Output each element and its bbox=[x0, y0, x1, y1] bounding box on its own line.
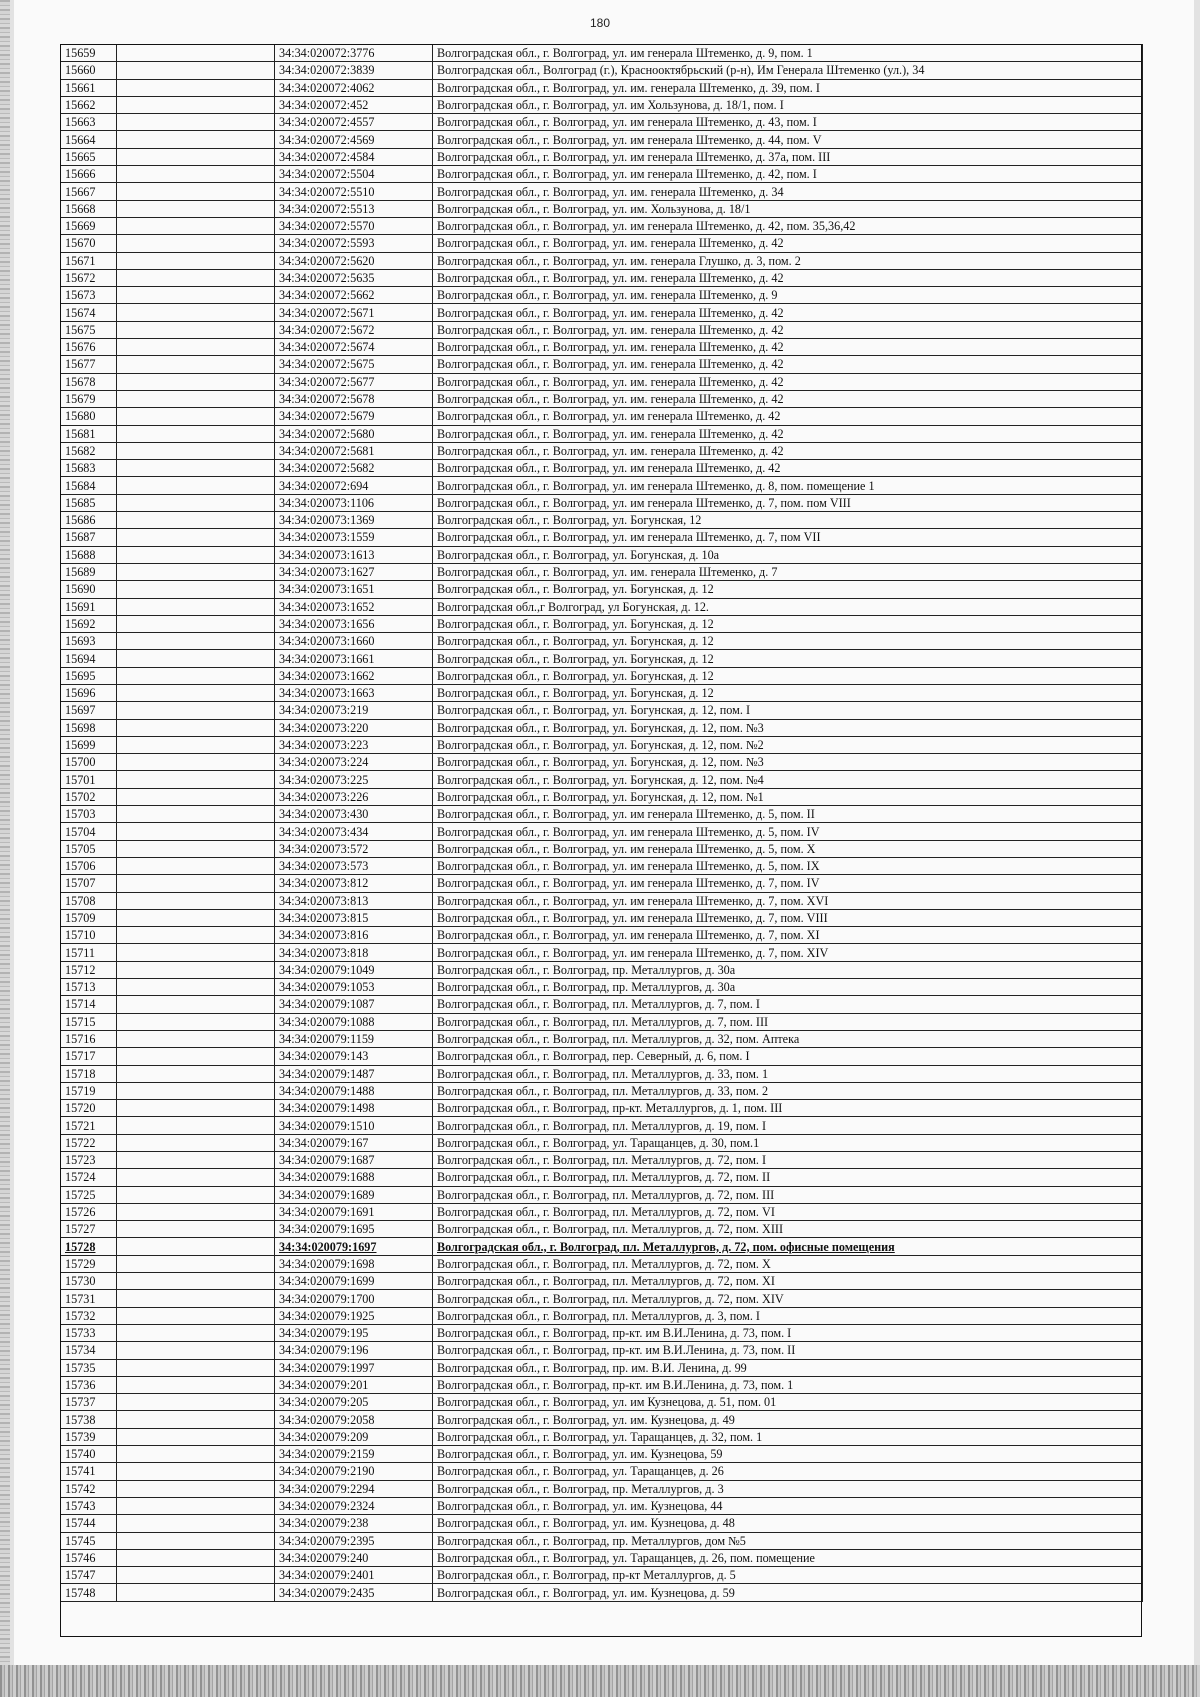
address-cell: Волгоградская обл., г. Волгоград, ул. им генерала Штеменко, д. 7, пом. XVI bbox=[433, 892, 1143, 909]
cadastral-number-cell: 34:34:020072:5671 bbox=[275, 304, 433, 321]
address-cell: Волгоградская обл., г. Волгоград, пл. Металлургов, д. 72, пом. XIV bbox=[433, 1290, 1143, 1307]
cadastral-number-cell: 34:34:020072:4584 bbox=[275, 148, 433, 165]
row-number-cell: 15668 bbox=[61, 200, 117, 217]
address-cell: Волгоградская обл., г. Волгоград, ул. им генерала Штеменко, д. 42, пом. 35,36,42 bbox=[433, 217, 1143, 234]
row-number-cell: 15689 bbox=[61, 563, 117, 580]
row-number-cell: 15687 bbox=[61, 529, 117, 546]
address-cell: Волгоградская обл., г. Волгоград, пл. Металлургов, д. 19, пом. I bbox=[433, 1117, 1143, 1134]
row-number-cell: 15739 bbox=[61, 1428, 117, 1445]
cadastral-number-cell: 34:34:020073:1660 bbox=[275, 633, 433, 650]
cadastral-number-cell: 34:34:020079:2294 bbox=[275, 1480, 433, 1497]
cadastral-number-cell: 34:34:020079:1049 bbox=[275, 961, 433, 978]
address-cell: Волгоградская обл., г. Волгоград, ул. Богунская, д. 12, пом. №2 bbox=[433, 736, 1143, 753]
cadastral-number-cell: 34:34:020072:4062 bbox=[275, 79, 433, 96]
address-cell: Волгоградская обл., г. Волгоград, ул. им. Кузнецова, 59 bbox=[433, 1446, 1143, 1463]
row-number-cell: 15725 bbox=[61, 1186, 117, 1203]
row-number-cell: 15745 bbox=[61, 1532, 117, 1549]
row-number-cell: 15712 bbox=[61, 961, 117, 978]
row-number-cell: 15692 bbox=[61, 615, 117, 632]
address-cell: Волгоградская обл., г. Волгоград, ул. им. генерала Штеменко, д. 42 bbox=[433, 235, 1143, 252]
cadastral-number-cell: 34:34:020079:1691 bbox=[275, 1203, 433, 1220]
cadastral-number-cell: 34:34:020072:5682 bbox=[275, 460, 433, 477]
cadastral-number-cell: 34:34:020079:1997 bbox=[275, 1359, 433, 1376]
row-number-cell: 15706 bbox=[61, 857, 117, 874]
cadastral-number-cell: 34:34:020073:572 bbox=[275, 840, 433, 857]
address-cell: Волгоградская обл., г. Волгоград, ул. им генерала Штеменко, д. 7, пом. пом VIII bbox=[433, 494, 1143, 511]
cadastral-number-cell: 34:34:020073:1661 bbox=[275, 650, 433, 667]
row-number-cell: 15673 bbox=[61, 287, 117, 304]
row-number-cell: 15682 bbox=[61, 442, 117, 459]
cadastral-number-cell: 34:34:020079:195 bbox=[275, 1324, 433, 1341]
address-cell: Волгоградская обл., г. Волгоград, пр. им. В.И. Ленина, д. 99 bbox=[433, 1359, 1143, 1376]
cadastral-number-cell: 34:34:020073:1651 bbox=[275, 581, 433, 598]
row-number-cell: 15664 bbox=[61, 131, 117, 148]
row-number-cell: 15708 bbox=[61, 892, 117, 909]
address-cell: Волгоградская обл., г. Волгоград, ул. Таращанцев, д. 26 bbox=[433, 1463, 1143, 1480]
address-cell: Волгоградская обл., г. Волгоград, пр. Металлургов, д. 30а bbox=[433, 979, 1143, 996]
row-number-cell: 15691 bbox=[61, 598, 117, 615]
row-number-cell: 15727 bbox=[61, 1221, 117, 1238]
address-cell: Волгоградская обл., г. Волгоград, пл. Металлургов, д. 7, пом. III bbox=[433, 1013, 1143, 1030]
cadastral-number-cell: 34:34:020079:2395 bbox=[275, 1532, 433, 1549]
address-cell: Волгоградская обл., г. Волгоград, ул. им. генерала Штеменко, д. 42 bbox=[433, 339, 1143, 356]
row-number-cell: 15677 bbox=[61, 356, 117, 373]
cadastral-number-cell: 34:34:020073:812 bbox=[275, 875, 433, 892]
row-number-cell: 15709 bbox=[61, 909, 117, 926]
row-number-cell: 15678 bbox=[61, 373, 117, 390]
cadastral-number-cell: 34:34:020079:205 bbox=[275, 1394, 433, 1411]
row-number-cell: 15731 bbox=[61, 1290, 117, 1307]
address-cell: Волгоградская обл., г. Волгоград, ул. им генерала Штеменко, д. 5, пом. IX bbox=[433, 857, 1143, 874]
row-number-cell: 15720 bbox=[61, 1100, 117, 1117]
address-cell: Волгоградская обл., г. Волгоград, ул. им. генерала Глушко, д. 3, пом. 2 bbox=[433, 252, 1143, 269]
address-cell: Волгоградская обл., г. Волгоград, ул. Таращанцев, д. 30, пом.1 bbox=[433, 1134, 1143, 1151]
address-cell: Волгоградская обл., г. Волгоград, ул. им. Хользунова, д. 18/1 bbox=[433, 200, 1143, 217]
address-cell: Волгоградская обл., г. Волгоград, пл. Металлургов, д. 33, пом. 1 bbox=[433, 1065, 1143, 1082]
cadastral-number-cell: 34:34:020072:5635 bbox=[275, 269, 433, 286]
address-cell: Волгоградская обл., г. Волгоград, пр-кт. им В.И.Ленина, д. 73, пом. I bbox=[433, 1324, 1143, 1341]
scan-edge-bottom bbox=[0, 1665, 1200, 1697]
row-number-cell: 15713 bbox=[61, 979, 117, 996]
address-cell: Волгоградская обл., г. Волгоград, пр. Металлургов, д. 3 bbox=[433, 1480, 1143, 1497]
row-number-cell: 15663 bbox=[61, 114, 117, 131]
address-cell: Волгоградская обл., г. Волгоград, ул. им. генерала Штеменко, д. 7 bbox=[433, 563, 1143, 580]
page-number: 180 bbox=[589, 16, 611, 30]
address-cell: Волгоградская обл., г. Волгоград, пл. Металлургов, д. 72, пом. XI bbox=[433, 1273, 1143, 1290]
row-number-cell: 15662 bbox=[61, 96, 117, 113]
row-number-cell: 15666 bbox=[61, 166, 117, 183]
row-number-cell: 15744 bbox=[61, 1515, 117, 1532]
cadastral-number-cell: 34:34:020073:1613 bbox=[275, 546, 433, 563]
address-cell: Волгоградская обл., г. Волгоград, ул. им. генерала Штеменко, д. 42 bbox=[433, 269, 1143, 286]
cadastral-number-cell: 34:34:020079:1688 bbox=[275, 1169, 433, 1186]
address-cell: Волгоградская обл., г. Волгоград, пер. Северный, д. 6, пом. I bbox=[433, 1048, 1143, 1065]
cadastral-number-cell: 34:34:020079:1687 bbox=[275, 1152, 433, 1169]
cadastral-number-cell: 34:34:020079:2435 bbox=[275, 1584, 433, 1601]
address-cell: Волгоградская обл., г. Волгоград, ул. Богунская, д. 12 bbox=[433, 615, 1143, 632]
row-number-cell: 15683 bbox=[61, 460, 117, 477]
cadastral-number-cell: 34:34:020073:573 bbox=[275, 857, 433, 874]
address-cell: Волгоградская обл., г. Волгоград, ул. Богунская, д. 12, пом. №3 bbox=[433, 754, 1143, 771]
address-cell: Волгоградская обл., г. Волгоград, ул. Богунская, д. 12 bbox=[433, 667, 1143, 684]
cadastral-number-cell: 34:34:020072:4557 bbox=[275, 114, 433, 131]
cadastral-number-cell: 34:34:020079:2324 bbox=[275, 1497, 433, 1514]
row-number-cell: 15680 bbox=[61, 408, 117, 425]
row-number-cell: 15729 bbox=[61, 1255, 117, 1272]
row-number-cell: 15740 bbox=[61, 1446, 117, 1463]
cadastral-number-cell: 34:34:020073:226 bbox=[275, 788, 433, 805]
row-number-cell: 15718 bbox=[61, 1065, 117, 1082]
row-number-cell: 15719 bbox=[61, 1082, 117, 1099]
address-cell: Волгоградская обл., г. Волгоград, пр-кт. Металлургов, д. 1, пом. III bbox=[433, 1100, 1143, 1117]
row-number-cell: 15676 bbox=[61, 339, 117, 356]
row-number-cell: 15707 bbox=[61, 875, 117, 892]
row-number-cell: 15690 bbox=[61, 581, 117, 598]
address-cell: Волгоградская обл., г. Волгоград, пр-кт Металлургов, д. 5 bbox=[433, 1567, 1143, 1584]
address-cell: Волгоградская обл., г. Волгоград, ул. Богунская, д. 12 bbox=[433, 633, 1143, 650]
row-number-cell: 15674 bbox=[61, 304, 117, 321]
cadastral-number-cell: 34:34:020072:5678 bbox=[275, 390, 433, 407]
row-number-cell: 15679 bbox=[61, 390, 117, 407]
cadastral-number-cell: 34:34:020073:1369 bbox=[275, 512, 433, 529]
cadastral-number-cell: 34:34:020072:5504 bbox=[275, 166, 433, 183]
address-cell: Волгоградская обл., г. Волгоград, пл. Металлургов, д. 7, пом. I bbox=[433, 996, 1143, 1013]
cadastral-number-cell: 34:34:020072:5510 bbox=[275, 183, 433, 200]
row-number-cell: 15716 bbox=[61, 1030, 117, 1047]
address-cell: Волгоградская обл., г. Волгоград, ул. им. Кузнецова, д. 48 bbox=[433, 1515, 1143, 1532]
row-number-cell: 15694 bbox=[61, 650, 117, 667]
row-number-cell: 15704 bbox=[61, 823, 117, 840]
address-cell: Волгоградская обл., г. Волгоград, ул. им генерала Штеменко, д. 9, пом. 1 bbox=[433, 45, 1143, 62]
table-frame bbox=[60, 44, 1142, 1637]
address-cell: Волгоградская обл., г. Волгоград, ул. им. Кузнецова, д. 49 bbox=[433, 1411, 1143, 1428]
address-cell: Волгоградская обл., г. Волгоград, ул. им генерала Штеменко, д. 8, пом. помещение 1 bbox=[433, 477, 1143, 494]
address-cell: Волгоградская обл., г. Волгоград, пр. Металлургов, дом №5 bbox=[433, 1532, 1143, 1549]
cadastral-number-cell: 34:34:020073:1656 bbox=[275, 615, 433, 632]
address-cell: Волгоградская обл., г. Волгоград, ул. Богунская, д. 12 bbox=[433, 684, 1143, 701]
address-cell: Волгоградская обл., г. Волгоград, пл. Металлургов, д. 72, пом. I bbox=[433, 1152, 1143, 1169]
cadastral-number-cell: 34:34:020072:5662 bbox=[275, 287, 433, 304]
cadastral-number-cell: 34:34:020072:3839 bbox=[275, 62, 433, 79]
address-cell: Волгоградская обл., г. Волгоград, пр-кт. им В.И.Ленина, д. 73, пом. 1 bbox=[433, 1376, 1143, 1393]
row-number-cell: 15710 bbox=[61, 927, 117, 944]
cadastral-number-cell: 34:34:020079:143 bbox=[275, 1048, 433, 1065]
row-number-cell: 15734 bbox=[61, 1342, 117, 1359]
row-number-cell: 15701 bbox=[61, 771, 117, 788]
address-cell: Волгоградская обл.,г Волгоград, ул Богунская, д. 12. bbox=[433, 598, 1143, 615]
address-cell: Волгоградская обл., г. Волгоград, ул. Богунская, д. 12 bbox=[433, 650, 1143, 667]
cadastral-number-cell: 34:34:020073:1652 bbox=[275, 598, 433, 615]
cadastral-number-cell: 34:34:020079:1698 bbox=[275, 1255, 433, 1272]
address-cell: Волгоградская обл., г. Волгоград, ул. им. Кузнецова, 44 bbox=[433, 1497, 1143, 1514]
cadastral-number-cell: 34:34:020079:1053 bbox=[275, 979, 433, 996]
row-number-cell: 15738 bbox=[61, 1411, 117, 1428]
address-cell: Волгоградская обл., г. Волгоград, пл. Металлургов, д. 3, пом. I bbox=[433, 1307, 1143, 1324]
row-number-cell: 15697 bbox=[61, 702, 117, 719]
cadastral-number-cell: 34:34:020079:2190 bbox=[275, 1463, 433, 1480]
row-number-cell: 15665 bbox=[61, 148, 117, 165]
row-number-cell: 15737 bbox=[61, 1394, 117, 1411]
address-cell: Волгоградская обл., г. Волгоград, ул. Богунская, д. 10а bbox=[433, 546, 1143, 563]
address-cell: Волгоградская обл., г. Волгоград, ул. им генерала Штеменко, д. 7, пом. XIV bbox=[433, 944, 1143, 961]
address-cell: Волгоградская обл., г. Волгоград, ул. им. генерала Штеменко, д. 42 bbox=[433, 304, 1143, 321]
cadastral-number-cell: 34:34:020079:1498 bbox=[275, 1100, 433, 1117]
cadastral-number-cell: 34:34:020073:224 bbox=[275, 754, 433, 771]
row-number-cell: 15667 bbox=[61, 183, 117, 200]
cadastral-number-cell: 34:34:020073:818 bbox=[275, 944, 433, 961]
cadastral-number-cell: 34:34:020072:5593 bbox=[275, 235, 433, 252]
cadastral-number-cell: 34:34:020072:452 bbox=[275, 96, 433, 113]
address-cell: Волгоградская обл., г. Волгоград, пл. Металлургов, д. 72, пом. VI bbox=[433, 1203, 1143, 1220]
row-number-cell: 15736 bbox=[61, 1376, 117, 1393]
address-cell: Волгоградская обл., Волгоград (г.), Краснооктябрьский (р-н), Им Генерала Штеменко (ул.), 34 bbox=[433, 62, 1143, 79]
address-cell: Волгоградская обл., г. Волгоград, ул. им генерала Штеменко, д. 5, пом. IV bbox=[433, 823, 1143, 840]
cadastral-number-cell: 34:34:020079:238 bbox=[275, 1515, 433, 1532]
cadastral-number-cell: 34:34:020079:2159 bbox=[275, 1446, 433, 1463]
address-cell: Волгоградская обл., г. Волгоград, ул. им генерала Штеменко, д. 5, пом. II bbox=[433, 806, 1143, 823]
address-cell: Волгоградская обл., г. Волгоград, ул. им генерала Штеменко, д. 7, пом. IV bbox=[433, 875, 1143, 892]
cadastral-number-cell: 34:34:020073:1627 bbox=[275, 563, 433, 580]
cadastral-number-cell: 34:34:020073:1663 bbox=[275, 684, 433, 701]
row-number-cell: 15672 bbox=[61, 269, 117, 286]
cadastral-number-cell: 34:34:020072:5680 bbox=[275, 425, 433, 442]
address-cell: Волгоградская обл., г. Волгоград, пл. Металлургов, д. 72, пом. X bbox=[433, 1255, 1143, 1272]
row-number-cell: 15685 bbox=[61, 494, 117, 511]
cadastral-number-cell: 34:34:020072:5672 bbox=[275, 321, 433, 338]
cadastral-number-cell: 34:34:020073:430 bbox=[275, 806, 433, 823]
row-number-cell: 15733 bbox=[61, 1324, 117, 1341]
cadastral-number-cell: 34:34:020073:815 bbox=[275, 909, 433, 926]
cadastral-number-cell: 34:34:020079:1689 bbox=[275, 1186, 433, 1203]
cadastral-number-cell: 34:34:020079:1159 bbox=[275, 1030, 433, 1047]
address-cell: Волгоградская обл., г. Волгоград, пл. Металлургов, д. 72, пом. XIII bbox=[433, 1221, 1143, 1238]
row-number-cell: 15670 bbox=[61, 235, 117, 252]
cadastral-number-cell: 34:34:020072:5677 bbox=[275, 373, 433, 390]
address-cell: Волгоградская обл., г. Волгоград, ул. им. генерала Штеменко, д. 42 bbox=[433, 373, 1143, 390]
row-number-cell: 15693 bbox=[61, 633, 117, 650]
cadastral-number-cell: 34:34:020079:240 bbox=[275, 1549, 433, 1566]
row-number-cell: 15721 bbox=[61, 1117, 117, 1134]
cadastral-number-cell: 34:34:020079:2401 bbox=[275, 1567, 433, 1584]
row-number-cell: 15748 bbox=[61, 1584, 117, 1601]
row-number-cell: 15700 bbox=[61, 754, 117, 771]
row-number-cell: 15743 bbox=[61, 1497, 117, 1514]
row-number-cell: 15695 bbox=[61, 667, 117, 684]
address-cell: Волгоградская обл., г. Волгоград, ул. им. генерала Штеменко, д. 42 bbox=[433, 442, 1143, 459]
cadastral-number-cell: 34:34:020073:220 bbox=[275, 719, 433, 736]
row-number-cell: 15714 bbox=[61, 996, 117, 1013]
address-cell: Волгоградская обл., г. Волгоград, пл. Металлургов, д. 72, пом. II bbox=[433, 1169, 1143, 1186]
row-number-cell: 15660 bbox=[61, 62, 117, 79]
cadastral-number-cell: 34:34:020072:5675 bbox=[275, 356, 433, 373]
address-cell: Волгоградская обл., г. Волгоград, пл. Металлургов, д. 72, пом. офисные помещения bbox=[433, 1238, 1143, 1255]
row-number-cell: 15669 bbox=[61, 217, 117, 234]
address-cell: Волгоградская обл., г. Волгоград, ул. им Кузнецова, д. 51, пом. 01 bbox=[433, 1394, 1143, 1411]
address-cell: Волгоградская обл., г. Волгоград, ул. им. генерала Штеменко, д. 42 bbox=[433, 356, 1143, 373]
row-number-cell: 15742 bbox=[61, 1480, 117, 1497]
cadastral-number-cell: 34:34:020072:4569 bbox=[275, 131, 433, 148]
cadastral-number-cell: 34:34:020079:1695 bbox=[275, 1221, 433, 1238]
row-number-cell: 15747 bbox=[61, 1567, 117, 1584]
cadastral-number-cell: 34:34:020073:816 bbox=[275, 927, 433, 944]
row-number-cell: 15686 bbox=[61, 512, 117, 529]
cadastral-number-cell: 34:34:020072:5679 bbox=[275, 408, 433, 425]
cadastral-number-cell: 34:34:020073:434 bbox=[275, 823, 433, 840]
row-number-cell: 15732 bbox=[61, 1307, 117, 1324]
cadastral-number-cell: 34:34:020079:201 bbox=[275, 1376, 433, 1393]
cadastral-number-cell: 34:34:020079:196 bbox=[275, 1342, 433, 1359]
row-number-cell: 15726 bbox=[61, 1203, 117, 1220]
address-cell: Волгоградская обл., г. Волгоград, ул. им. генерала Штеменко, д. 42 bbox=[433, 321, 1143, 338]
address-cell: Волгоградская обл., г. Волгоград, ул. им Хользунова, д. 18/1, пом. I bbox=[433, 96, 1143, 113]
row-number-cell: 15688 bbox=[61, 546, 117, 563]
row-number-cell: 15746 bbox=[61, 1549, 117, 1566]
cadastral-number-cell: 34:34:020073:223 bbox=[275, 736, 433, 753]
cadastral-number-cell: 34:34:020079:1700 bbox=[275, 1290, 433, 1307]
address-cell: Волгоградская обл., г. Волгоград, ул. им генерала Штеменко, д. 42, пом. I bbox=[433, 166, 1143, 183]
address-cell: Волгоградская обл., г. Волгоград, ул. Богунская, д. 12, пом. №1 bbox=[433, 788, 1143, 805]
cadastral-number-cell: 34:34:020072:3776 bbox=[275, 45, 433, 62]
address-cell: Волгоградская обл., г. Волгоград, ул. Богунская, д. 12, пом. №3 bbox=[433, 719, 1143, 736]
address-cell: Волгоградская обл., г. Волгоград, пл. Металлургов, д. 72, пом. III bbox=[433, 1186, 1143, 1203]
address-cell: Волгоградская обл., г. Волгоград, пр. Металлургов, д. 30а bbox=[433, 961, 1143, 978]
address-cell: Волгоградская обл., г. Волгоград, ул. им. генерала Штеменко, д. 42 bbox=[433, 390, 1143, 407]
row-number-cell: 15711 bbox=[61, 944, 117, 961]
address-cell: Волгоградская обл., г. Волгоград, ул. Богунская, 12 bbox=[433, 512, 1143, 529]
address-cell: Волгоградская обл., г. Волгоград, ул. им. генерала Штеменко, д. 34 bbox=[433, 183, 1143, 200]
row-number-cell: 15741 bbox=[61, 1463, 117, 1480]
row-number-cell: 15659 bbox=[61, 45, 117, 62]
cadastral-number-cell: 34:34:020079:1487 bbox=[275, 1065, 433, 1082]
cadastral-number-cell: 34:34:020073:1106 bbox=[275, 494, 433, 511]
row-number-cell: 15675 bbox=[61, 321, 117, 338]
address-cell: Волгоградская обл., г. Волгоград, ул. Таращанцев, д. 26, пом. помещение bbox=[433, 1549, 1143, 1566]
row-number-cell: 15722 bbox=[61, 1134, 117, 1151]
cadastral-number-cell: 34:34:020079:1925 bbox=[275, 1307, 433, 1324]
address-cell: Волгоградская обл., г. Волгоград, ул. им генерала Штеменко, д. 5, пом. X bbox=[433, 840, 1143, 857]
row-number-cell: 15661 bbox=[61, 79, 117, 96]
row-number-cell: 15696 bbox=[61, 684, 117, 701]
row-number-cell: 15730 bbox=[61, 1273, 117, 1290]
cadastral-number-cell: 34:34:020072:5681 bbox=[275, 442, 433, 459]
scan-edge-left bbox=[0, 0, 10, 1665]
cadastral-number-cell: 34:34:020079:1510 bbox=[275, 1117, 433, 1134]
row-number-cell: 15671 bbox=[61, 252, 117, 269]
address-cell: Волгоградская обл., г. Волгоград, пл. Металлургов, д. 32, пом. Аптека bbox=[433, 1030, 1143, 1047]
address-cell: Волгоградская обл., г. Волгоград, ул. им. генерала Штеменко, д. 9 bbox=[433, 287, 1143, 304]
address-cell: Волгоградская обл., г. Волгоград, ул. им. генерала Штеменко, д. 42 bbox=[433, 425, 1143, 442]
address-cell: Волгоградская обл., г. Волгоград, ул. им генерала Штеменко, д. 7, пом. VIII bbox=[433, 909, 1143, 926]
cadastral-number-cell: 34:34:020079:1699 bbox=[275, 1273, 433, 1290]
address-cell: Волгоградская обл., г. Волгоград, ул. Таращанцев, д. 32, пом. 1 bbox=[433, 1428, 1143, 1445]
row-number-cell: 15705 bbox=[61, 840, 117, 857]
cadastral-number-cell: 34:34:020072:5570 bbox=[275, 217, 433, 234]
row-number-cell: 15724 bbox=[61, 1169, 117, 1186]
row-number-cell: 15703 bbox=[61, 806, 117, 823]
cadastral-number-cell: 34:34:020079:2058 bbox=[275, 1411, 433, 1428]
cadastral-number-cell: 34:34:020072:5674 bbox=[275, 339, 433, 356]
address-cell: Волгоградская обл., г. Волгоград, пр-кт. им В.И.Ленина, д. 73, пом. II bbox=[433, 1342, 1143, 1359]
cadastral-number-cell: 34:34:020072:5620 bbox=[275, 252, 433, 269]
address-cell: Волгоградская обл., г. Волгоград, ул. им. Кузнецова, д. 59 bbox=[433, 1584, 1143, 1601]
cadastral-number-cell: 34:34:020073:219 bbox=[275, 702, 433, 719]
cadastral-number-cell: 34:34:020079:1088 bbox=[275, 1013, 433, 1030]
address-cell: Волгоградская обл., г. Волгоград, ул. Богунская, д. 12, пом. №4 bbox=[433, 771, 1143, 788]
address-cell: Волгоградская обл., г. Волгоград, ул. им генерала Штеменко, д. 37а, пом. III bbox=[433, 148, 1143, 165]
address-cell: Волгоградская обл., г. Волгоград, пл. Металлургов, д. 33, пом. 2 bbox=[433, 1082, 1143, 1099]
cadastral-number-cell: 34:34:020073:225 bbox=[275, 771, 433, 788]
row-number-cell: 15735 bbox=[61, 1359, 117, 1376]
cadastral-number-cell: 34:34:020079:209 bbox=[275, 1428, 433, 1445]
row-number-cell: 15681 bbox=[61, 425, 117, 442]
cadastral-number-cell: 34:34:020073:1662 bbox=[275, 667, 433, 684]
row-number-cell: 15684 bbox=[61, 477, 117, 494]
address-cell: Волгоградская обл., г. Волгоград, ул. им генерала Штеменко, д. 42 bbox=[433, 408, 1143, 425]
address-cell: Волгоградская обл., г. Волгоград, ул. им генерала Штеменко, д. 7, пом. XI bbox=[433, 927, 1143, 944]
cadastral-number-cell: 34:34:020079:1087 bbox=[275, 996, 433, 1013]
address-cell: Волгоградская обл., г. Волгоград, ул. им генерала Штеменко, д. 7, пом VII bbox=[433, 529, 1143, 546]
cadastral-number-cell: 34:34:020079:167 bbox=[275, 1134, 433, 1151]
address-cell: Волгоградская обл., г. Волгоград, ул. им генерала Штеменко, д. 44, пом. V bbox=[433, 131, 1143, 148]
cadastral-number-cell: 34:34:020073:813 bbox=[275, 892, 433, 909]
row-number-cell: 15715 bbox=[61, 1013, 117, 1030]
address-cell: Волгоградская обл., г. Волгоград, ул. Богунская, д. 12 bbox=[433, 581, 1143, 598]
cadastral-number-cell: 34:34:020079:1697 bbox=[275, 1238, 433, 1255]
address-cell: Волгоградская обл., г. Волгоград, ул. Богунская, д. 12, пом. I bbox=[433, 702, 1143, 719]
address-cell: Волгоградская обл., г. Волгоград, ул. им генерала Штеменко, д. 42 bbox=[433, 460, 1143, 477]
row-number-cell: 15699 bbox=[61, 736, 117, 753]
row-number-cell: 15728 bbox=[61, 1238, 117, 1255]
address-cell: Волгоградская обл., г. Волгоград, ул. им генерала Штеменко, д. 43, пом. I bbox=[433, 114, 1143, 131]
address-cell: Волгоградская обл., г. Волгоград, ул. им. генерала Штеменко, д. 39, пом. I bbox=[433, 79, 1143, 96]
cadastral-number-cell: 34:34:020079:1488 bbox=[275, 1082, 433, 1099]
row-number-cell: 15702 bbox=[61, 788, 117, 805]
cadastral-number-cell: 34:34:020073:1559 bbox=[275, 529, 433, 546]
row-number-cell: 15698 bbox=[61, 719, 117, 736]
row-number-cell: 15717 bbox=[61, 1048, 117, 1065]
cadastral-number-cell: 34:34:020072:5513 bbox=[275, 200, 433, 217]
row-number-cell: 15723 bbox=[61, 1152, 117, 1169]
cadastral-number-cell: 34:34:020072:694 bbox=[275, 477, 433, 494]
